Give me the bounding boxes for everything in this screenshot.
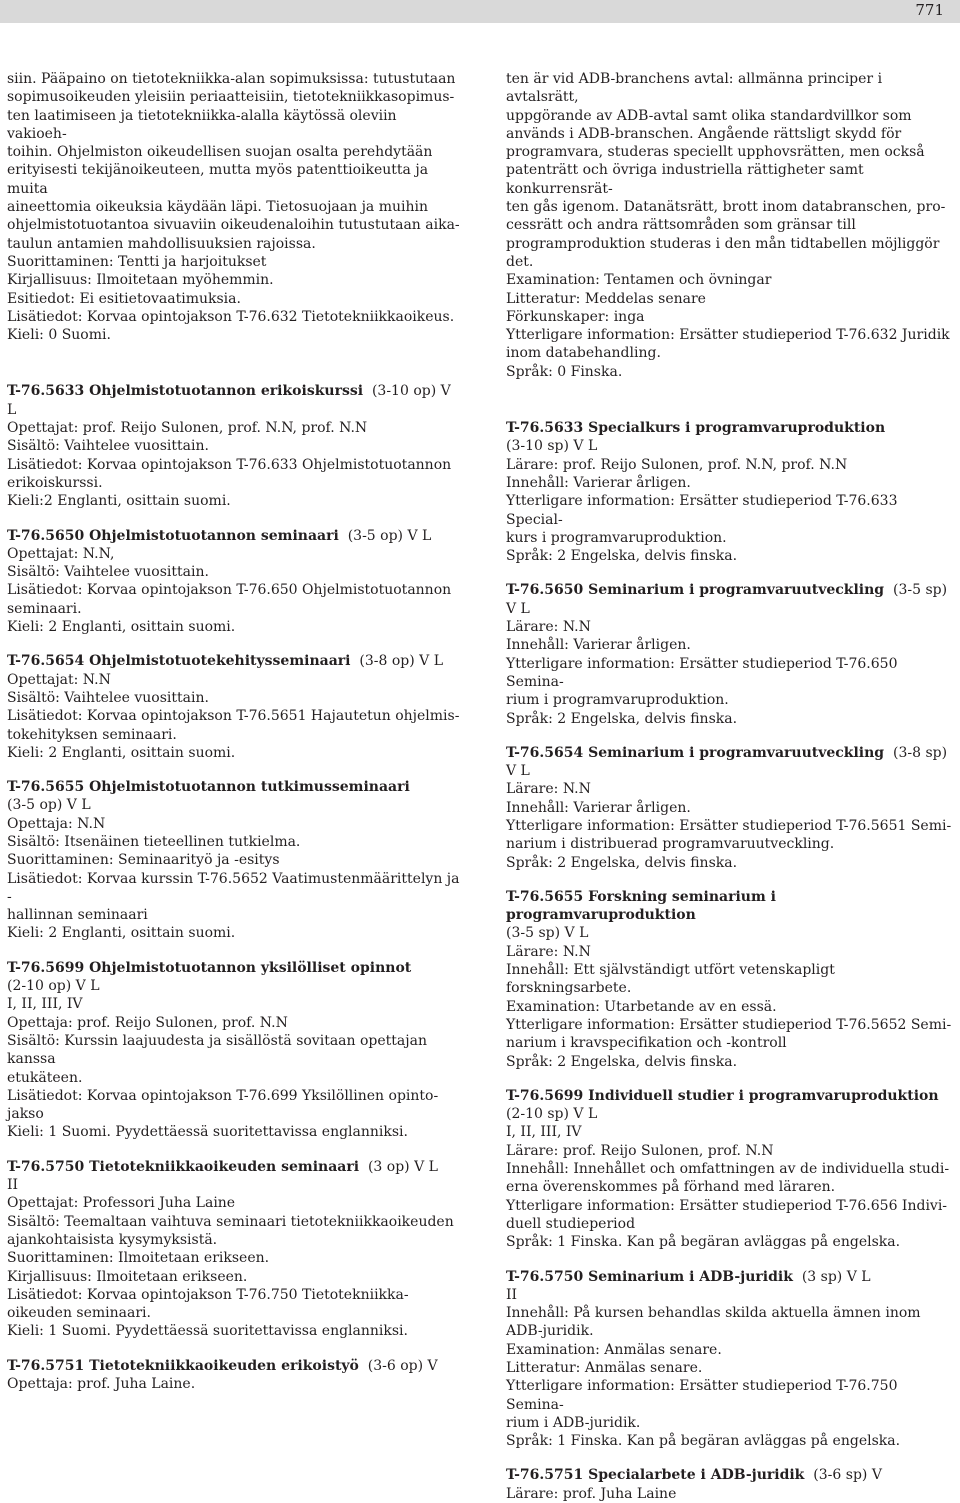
text-line: Litteratur: Meddelas senare xyxy=(506,290,706,307)
course-detail-line: etukäteen. xyxy=(7,1069,83,1086)
course-entry xyxy=(7,1357,460,1394)
course-title: T-76.5654 Seminarium i programvaruutveckling xyxy=(506,744,885,761)
course-credits: (3-8 op) V L xyxy=(359,653,444,670)
course-heading xyxy=(506,581,958,618)
course-detail-line: Lärare: N.N xyxy=(506,943,591,960)
course-heading xyxy=(506,1268,958,1286)
course-entry xyxy=(506,744,958,872)
course-detail-line: Ytterligare information: Ersätter studieperiod T-76.656 Indivi- xyxy=(506,1197,948,1214)
text-line: programvara, studeras speciellt upphovsrätten, men också xyxy=(506,144,925,161)
course-detail-line: Språk: 2 Engelska, delvis finska. xyxy=(506,710,738,727)
course-detail-line: Sisältö: Vaihtelee vuosittain. xyxy=(7,438,209,455)
course-detail-line: Ytterligare information: Ersätter studieperiod T-76.5652 Semi- xyxy=(506,1016,952,1033)
course-credits: (3 sp) V L xyxy=(801,1268,871,1285)
course-detail-line: Kieli: 2 Englanti, osittain suomi. xyxy=(7,619,236,636)
course-detail-line: Språk: 1 Finska. Kan på begäran avläggas på engelska. xyxy=(506,1234,901,1251)
course-title: T-76.5654 Ohjelmistotuotekehitysseminaari xyxy=(7,653,351,670)
course-detail-line: Innehåll: Varierar årligen. xyxy=(506,637,691,654)
course-heading xyxy=(7,527,460,545)
text-line: Lisätiedot: Korvaa opintojakson T-76.632 Tietotekniikkaoikeus. xyxy=(7,308,455,325)
course-detail-line: Sisältö: Vaihtelee vuosittain. xyxy=(7,564,209,581)
course-credits: (3-10 op) V L xyxy=(7,383,451,418)
text-line: erityisesti tekijänoikeuteen, mutta myös patenttioikeutta ja muita xyxy=(7,162,429,197)
course-entry xyxy=(506,1087,958,1252)
course-detail-line: I, II, III, IV xyxy=(7,996,83,1013)
course-detail-line: oikeuden seminaari. xyxy=(7,1305,151,1322)
text-line: patenträtt och övriga industriella rättigheter samt konkurrensrät- xyxy=(506,162,864,197)
course-entry xyxy=(506,419,958,565)
course-detail-line: Kieli: 2 Englanti, osittain suomi. xyxy=(7,925,236,942)
course-heading xyxy=(506,1087,958,1105)
course-heading xyxy=(7,778,460,796)
course-detail-line: Lisätiedot: Korvaa opintojakson T-76.650 Ohjelmistotuotannon xyxy=(7,582,452,599)
course-detail-line: (3-10 sp) V L xyxy=(506,438,598,455)
course-detail-line: Kieli: 2 Englanti, osittain suomi. xyxy=(7,744,236,761)
course-detail-line: (2-10 sp) V L xyxy=(506,1106,598,1123)
text-line: aineettomia oikeuksia käydään läpi. Tietosuojaan ja muihin xyxy=(7,199,429,216)
course-detail-line: Kirjallisuus: Ilmoitetaan erikseen. xyxy=(7,1268,248,1285)
course-detail-line: Språk: 1 Finska. Kan på begäran avläggas på engelska. xyxy=(506,1433,901,1450)
text-line: siin. Pääpaino on tietotekniikka-alan sopimuksissa: tutustutaan xyxy=(7,71,456,87)
text-line: Förkunskaper: inga xyxy=(506,308,645,325)
course-detail-line: (2-10 op) V L xyxy=(7,978,100,995)
course-title: T-76.5633 Specialkurs i programvaruproduktion xyxy=(506,420,886,437)
course-detail-line: Ytterligare information: Ersätter studieperiod T-76.650 Semina- xyxy=(506,655,898,690)
course-detail-line: Opettajat: prof. Reijo Sulonen, prof. N.N, prof. N.N xyxy=(7,420,368,437)
text-line: inom databehandling. xyxy=(506,345,661,362)
course-detail-line: I, II, III, IV xyxy=(506,1124,582,1141)
course-entry xyxy=(7,382,460,510)
course-title: T-76.5750 Seminarium i ADB-juridik xyxy=(506,1268,793,1285)
course-detail-line: rium i ADB-juridik. xyxy=(506,1414,641,1431)
course-detail-line: Examination: Anmälas senare. xyxy=(506,1341,722,1358)
course-detail-line: tokehityksen seminaari. xyxy=(7,726,177,743)
course-detail-line: ADB-juridik. xyxy=(506,1323,594,1340)
course-detail-line: Opettaja: N.N xyxy=(7,815,106,832)
course-detail-line: Lisätiedot: Korvaa opintojakson T-76.750 Tietotekniikka- xyxy=(7,1286,409,1303)
course-detail-line: Sisältö: Itsenäinen tieteellinen tutkielma. xyxy=(7,833,301,850)
course-title: T-76.5699 Individuell studier i programvaruproduktion xyxy=(506,1087,939,1104)
left-column-finnish xyxy=(7,70,460,1393)
course-entry xyxy=(506,1268,958,1451)
course-credits: (3-5 op) V L xyxy=(347,527,432,544)
course-detail-line: duell studieperiod xyxy=(506,1215,636,1232)
course-entry xyxy=(506,581,958,727)
course-detail-line: Ytterligare information: Ersätter studieperiod T-76.5651 Semi- xyxy=(506,817,952,834)
text-line: Suorittaminen: Tentti ja harjoitukset xyxy=(7,253,267,270)
course-detail-line: Lärare: prof. Reijo Sulonen, prof. N.N xyxy=(506,1142,774,1159)
course-detail-line: Examination: Utarbetande av en essä. xyxy=(506,998,777,1015)
course-detail-line: Lärare: N.N xyxy=(506,619,591,636)
course-detail-line: Lisätiedot: Korvaa opintojakson T-76.633 Ohjelmistotuotannon xyxy=(7,456,452,473)
course-detail-line: Suorittaminen: Ilmoitetaan erikseen. xyxy=(7,1250,270,1267)
text-line: Ytterligare information: Ersätter studieperiod T-76.632 Juridik xyxy=(506,327,950,344)
course-detail-line: Sisältö: Vaihtelee vuosittain. xyxy=(7,689,209,706)
course-heading xyxy=(7,382,460,419)
course-detail-line: II xyxy=(7,1177,19,1194)
page-number: 771 xyxy=(915,1,944,19)
course-detail-line: Opettaja: prof. Reijo Sulonen, prof. N.N xyxy=(7,1014,288,1031)
course-detail-line: Innehåll: Varierar årligen. xyxy=(506,474,691,491)
course-detail-line: hallinnan seminaari xyxy=(7,907,148,924)
intro-text xyxy=(7,70,460,344)
course-detail-line: Språk: 2 Engelska, delvis finska. xyxy=(506,1053,738,1070)
course-detail-line: Lisätiedot: Korvaa kurssin T-76.5652 Vaatimustenmäärittelyn ja - xyxy=(7,870,460,905)
text-line: uppgörande av ADB-avtal samt olika standardvillkor som xyxy=(506,107,912,124)
course-credits: (3-5 sp) V L xyxy=(506,582,948,617)
course-title: T-76.5655 Ohjelmistotuotannon tutkimusseminaari xyxy=(7,779,410,796)
course-detail-line: Språk: 2 Engelska, delvis finska. xyxy=(506,854,738,871)
course-detail-line: Opettajat: N.N xyxy=(7,671,111,688)
course-detail-line: Opettajat: Professori Juha Laine xyxy=(7,1195,236,1212)
course-detail-line: narium i distribuerad programvaruutveckling. xyxy=(506,836,835,853)
text-line: toihin. Ohjelmiston oikeudellisen suojan osalta perehdytään xyxy=(7,144,433,161)
text-line: sopimusoikeuden yleisiin periaatteisiin, tietotekniikkasopimus- xyxy=(7,89,455,106)
course-entry xyxy=(7,527,460,637)
text-line: cessrätt och andra rättsområden som gränsar till xyxy=(506,217,856,234)
course-entry xyxy=(7,1158,460,1341)
course-detail-line: II xyxy=(506,1286,518,1303)
course-detail-line: (3-5 op) V L xyxy=(7,797,91,814)
course-detail-line: Opettajat: N.N, xyxy=(7,545,115,562)
text-line: Esitiedot: Ei esitietovaatimuksia. xyxy=(7,290,241,307)
course-detail-line: Lärare: prof. Reijo Sulonen, prof. N.N, prof. N.N xyxy=(506,456,848,473)
course-credits: (3-6 sp) V xyxy=(813,1467,882,1484)
text-line: Språk: 0 Finska. xyxy=(506,363,623,380)
course-entry xyxy=(7,959,460,1142)
course-detail-line: Lärare: N.N xyxy=(506,781,591,798)
course-detail-line: Lärare: prof. Juha Laine xyxy=(506,1485,677,1502)
text-line: Examination: Tentamen och övningar xyxy=(506,272,772,289)
right-column-swedish xyxy=(506,70,958,1503)
text-line: programproduktion studeras i den mån tidtabellen möjliggör xyxy=(506,235,940,252)
course-entry xyxy=(7,652,460,762)
course-title: T-76.5655 Forskning seminarium i programvaruproduktion xyxy=(506,888,776,924)
course-heading xyxy=(506,744,958,781)
course-heading xyxy=(506,888,958,925)
course-title: T-76.5650 Ohjelmistotuotannon seminaari xyxy=(7,527,339,544)
course-detail-line: Opettaja: prof. Juha Laine. xyxy=(7,1376,196,1392)
text-line: taulun antamien mahdollisuuksien rajoissa. xyxy=(7,235,316,252)
course-heading xyxy=(7,959,460,977)
text-line: det. xyxy=(506,253,534,270)
course-detail-line: erna överenskommes på förhand med läraren. xyxy=(506,1179,836,1196)
course-detail-line: ajankohtaisista kysymyksistä. xyxy=(7,1231,218,1248)
course-detail-line: Innehåll: Ett självständigt utfört vetenskapligt forskningsarbete. xyxy=(506,962,835,997)
course-credits: (3 op) V L xyxy=(367,1158,438,1175)
course-detail-line: seminaari. xyxy=(7,600,82,617)
page-header-bar xyxy=(0,0,960,23)
course-detail-line: Innehåll: Innehållet och omfattningen av de individuella studi- xyxy=(506,1161,950,1178)
course-credits: (3-6 op) V xyxy=(367,1357,438,1374)
course-detail-line: Lisätiedot: Korvaa opintojakson T-76.699 Yksilöllinen opinto- xyxy=(7,1087,439,1104)
course-detail-line: rium i programvaruproduktion. xyxy=(506,692,729,709)
text-line: används i ADB-branschen. Angående rättsligt skydd för xyxy=(506,125,902,142)
text-line: ten laatimiseen ja tietotekniikka-alalla käytössä oleviin vakioeh- xyxy=(7,107,397,142)
course-detail-line: jakso xyxy=(7,1106,44,1123)
course-detail-line: (3-5 sp) V L xyxy=(506,925,589,942)
course-detail-line: Sisältö: Teemaltaan vaihtuva seminaari tietotekniikkaoikeuden xyxy=(7,1213,454,1230)
text-line: ohjelmistotuotantoa sivuaviin oikeudenaloihin tutustutaan aika- xyxy=(7,217,460,234)
course-detail-line: Innehåll: På kursen behandlas skilda aktuella ämnen inom xyxy=(506,1305,921,1322)
course-title: T-76.5633 Ohjelmistotuotannon erikoiskurssi xyxy=(7,383,364,400)
course-detail-line: narium i kravspecifikation och -kontroll xyxy=(506,1035,787,1052)
course-detail-line: Kieli: 1 Suomi. Pyydettäessä suoritettavissa englanniksi. xyxy=(7,1323,408,1340)
course-title: T-76.5699 Ohjelmistotuotannon yksilölliset opinnot xyxy=(7,959,412,976)
course-detail-line: Lisätiedot: Korvaa opintojakson T-76.5651 Hajautetun ohjelmis- xyxy=(7,708,460,725)
course-entry xyxy=(506,1466,958,1503)
course-detail-line: Suorittaminen: Seminaarityö ja -esitys xyxy=(7,852,280,869)
course-title: T-76.5751 Specialarbete i ADB-juridik xyxy=(506,1467,805,1484)
course-title: T-76.5750 Tietotekniikkaoikeuden seminaari xyxy=(7,1158,360,1175)
course-heading xyxy=(506,1466,958,1484)
course-detail-line: Kieli:2 Englanti, osittain suomi. xyxy=(7,493,231,510)
course-detail-line: erikoiskurssi. xyxy=(7,474,103,491)
course-entry xyxy=(7,778,460,943)
course-title: T-76.5650 Seminarium i programvaruutveckling xyxy=(506,582,885,599)
course-title: T-76.5751 Tietotekniikkaoikeuden erikoistyö xyxy=(7,1357,359,1374)
course-entry xyxy=(506,888,958,1071)
intro-text xyxy=(506,70,958,381)
text-line: ten är vid ADB-branchens avtal: allmänna principer i avtalsrätt, xyxy=(506,71,883,106)
course-detail-line: Innehåll: Varierar årligen. xyxy=(506,799,691,816)
course-heading xyxy=(7,652,460,670)
course-heading xyxy=(7,1357,460,1375)
course-detail-line: Kieli: 1 Suomi. Pyydettäessä suoritettavissa englanniksi. xyxy=(7,1124,408,1141)
course-heading xyxy=(7,1158,460,1176)
course-detail-line: Sisältö: Kurssin laajuudesta ja sisällöstä sovitaan opettajan kanssa xyxy=(7,1032,427,1068)
course-detail-line: Ytterligare information: Ersätter studieperiod T-76.633 Special- xyxy=(506,493,898,528)
text-line: Kirjallisuus: Ilmoitetaan myöhemmin. xyxy=(7,272,274,289)
text-line: Kieli: 0 Suomi. xyxy=(7,327,111,344)
course-detail-line: kurs i programvaruproduktion. xyxy=(506,529,727,546)
course-detail-line: Språk: 2 Engelska, delvis finska. xyxy=(506,548,738,565)
course-credits: (3-8 sp) V L xyxy=(506,744,948,780)
text-line: ten gås igenom. Datanätsrätt, brott inom databranschen, pro- xyxy=(506,199,946,216)
course-detail-line: Litteratur: Anmälas senare. xyxy=(506,1360,703,1376)
course-heading xyxy=(506,419,958,437)
course-detail-line: Ytterligare information: Ersätter studieperiod T-76.750 Semina- xyxy=(506,1378,898,1413)
